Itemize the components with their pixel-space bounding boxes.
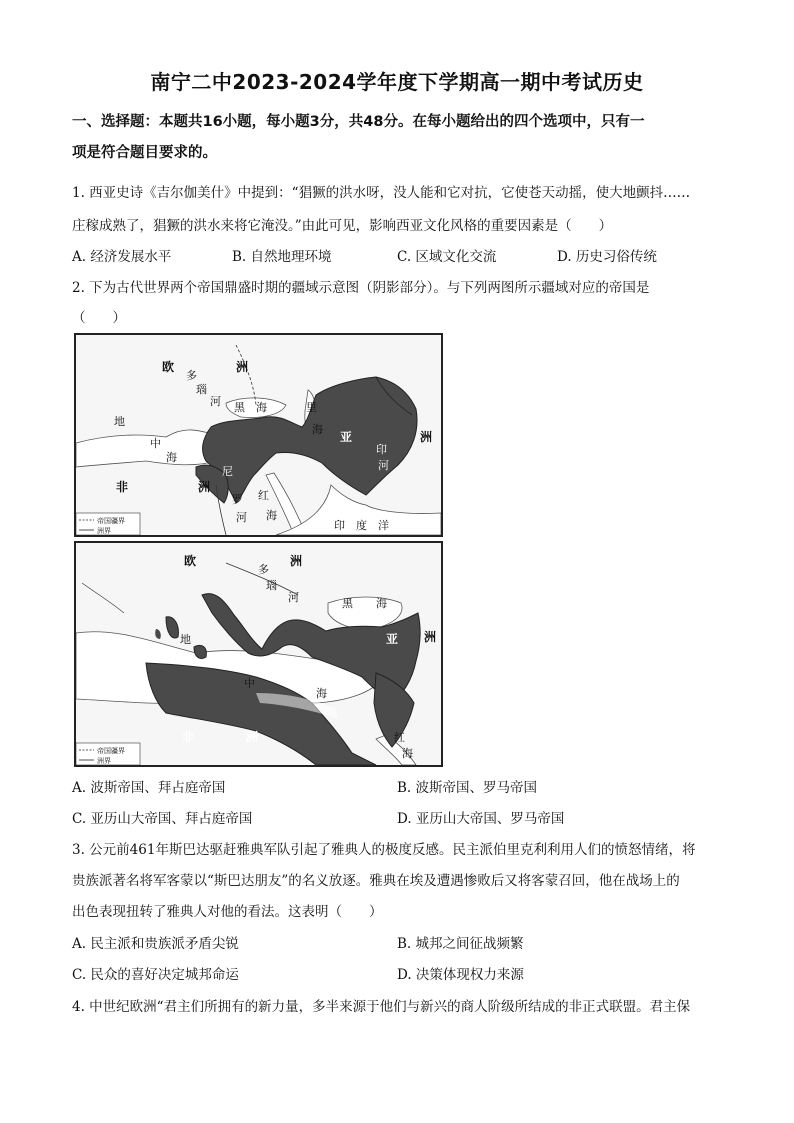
map-1-label-hai-4: 海 (266, 509, 277, 522)
map-1-label-he-2: 河 (236, 511, 247, 524)
question-1-option-c: C. 区域文化交流 (397, 249, 497, 265)
map-2-label-fei: 非 (182, 730, 195, 744)
map-1-label-yin: 印 (376, 443, 387, 456)
map-2-label-zhou: 洲 (290, 554, 303, 568)
question-3-option-c: C. 民众的喜好决定城邦命运 (72, 967, 239, 983)
map-1-legend-continent-border: 洲界 (97, 527, 111, 535)
map-1-label-nao: 瑙 (196, 383, 207, 396)
map-2-label-ya: 亚 (386, 632, 399, 646)
question-2-option-a: A. 波斯帝国、拜占庭帝国 (72, 780, 226, 796)
map-1-label-he: 河 (210, 395, 221, 408)
map-1-label-ya: 亚 (340, 430, 353, 444)
question-2-option-d: D. 亚历山大帝国、罗马帝国 (397, 811, 565, 827)
question-3-option-d: D. 决策体现权力来源 (397, 967, 524, 983)
map-1-label-europe-2: 洲 (236, 360, 249, 374)
question-1-option-d: D. 历史习俗传统 (557, 249, 657, 265)
map-2-label-ou: 欧 (184, 554, 197, 568)
question-1-option-b: B. 自然地理环境 (232, 249, 332, 265)
map-1-legend-empire-border: 帝国疆界 (97, 517, 125, 525)
map-2-label-hei: 黑 (342, 597, 353, 610)
map-1-label-zhong: 中 (150, 437, 161, 450)
map-2-label-nao: 瑙 (266, 579, 277, 592)
map-1-label-zhou: 洲 (420, 430, 433, 444)
section-heading-line1: 一、选择题：本题共16小题，每小题3分，共48分。在每小题给出的四个选项中，只有一 (72, 114, 645, 130)
map-2-label-hai-3: 海 (402, 747, 413, 760)
map-2-label-he: 河 (288, 591, 299, 604)
page-title: 南宁二中2023-2024学年度下学期高一期中考试历史 (150, 70, 644, 94)
map-2-label-hai-2: 海 (316, 687, 327, 700)
question-2-option-b: B. 波斯帝国、罗马帝国 (397, 780, 538, 796)
map-byzantine-empire (74, 541, 443, 767)
question-1-option-a: A. 经济发展水平 (72, 249, 172, 265)
map-1-legend (76, 513, 140, 535)
map-2-label-di: 地 (180, 633, 191, 646)
question-2-line2: （ ） (72, 310, 126, 326)
map-1-label-li: 里 (306, 401, 317, 414)
map-2-label-zhou-3: 洲 (246, 730, 259, 744)
map-1-label-hei: 黑 (234, 401, 245, 414)
map-2-legend-empire-border: 帝国疆界 (97, 747, 125, 755)
question-3-option-a: A. 民主派和贵族派矛盾尖锐 (72, 936, 239, 952)
map-2-label-hai: 海 (376, 597, 387, 610)
map-2-legend (76, 743, 140, 765)
map-1-svg (76, 335, 441, 535)
map-1-label-hai: 海 (256, 401, 267, 414)
map-1-label-europe-1: 欧 (162, 360, 175, 374)
map-2-legend-continent-border: 洲界 (97, 757, 111, 765)
question-3-line1: 3. 公元前461年斯巴达驱赶雅典军队引起了雅典人的极度反感。民主派伯里克利利用人们的愤怒情绪，将 (72, 842, 696, 858)
question-2-line1: 2. 下为古代世界两个帝国鼎盛时期的疆域示意图（阴影部分）。与下列两图所示疆域对应的帝国是 (72, 280, 650, 296)
question-3-line3: 出色表现扭转了雅典人对他的看法。这表明（ ） (72, 904, 383, 920)
map-2-label-duo: 多 (258, 563, 269, 576)
map-1-label-ni: 尼 (222, 465, 233, 478)
question-3-line2: 贵族派著名将军客蒙以“斯巴达朋友”的名义放逐。雅典在埃及遭遇惨败后又将客蒙召回，他在战场上的 (72, 873, 680, 889)
map-2-svg (76, 543, 441, 765)
question-4-line1: 4. 中世纪欧洲“君主们所拥有的新力量，多半来源于他们与新兴的商人阶级所结成的非正式联盟。君主保 (72, 999, 691, 1015)
map-1-label-fei: 非 (116, 480, 129, 494)
map-2-label-zhou-2: 洲 (424, 630, 437, 644)
map-1-label-he-3: 河 (378, 459, 389, 472)
map-1-label-hai-3: 海 (166, 451, 177, 464)
question-1-line1: 1. 西亚史诗《吉尔伽美什》中提到：“猖獗的洪水呀，没人能和它对抗，它使苍天动摇，使大地颤抖…… (72, 185, 691, 201)
map-persian-empire (74, 333, 443, 537)
question-3-option-b: B. 城邦之间征战频繁 (397, 936, 524, 952)
map-1-label-indian-ocean: 印 度 洋 (334, 519, 389, 532)
map-1-label-zhou-2: 洲 (198, 480, 211, 494)
question-2-option-c: C. 亚历山大帝国、拜占庭帝国 (72, 811, 253, 827)
section-heading-line2: 项是符合题目要求的。 (72, 145, 217, 161)
map-2-label-zhong: 中 (244, 677, 255, 690)
map-1-label-hong: 红 (258, 489, 269, 502)
map-2-label-hong: 红 (394, 731, 405, 744)
map-1-label-hai-2: 海 (312, 423, 323, 436)
map-1-label-luo: 罗 (232, 493, 243, 506)
question-1-line2: 庄稼成熟了，猖獗的洪水来将它淹没。”由此可见，影响西亚文化风格的重要因素是（ ） (72, 218, 613, 234)
map-1-label-di: 地 (114, 415, 125, 428)
map-1-label-duo: 多 (186, 369, 197, 382)
